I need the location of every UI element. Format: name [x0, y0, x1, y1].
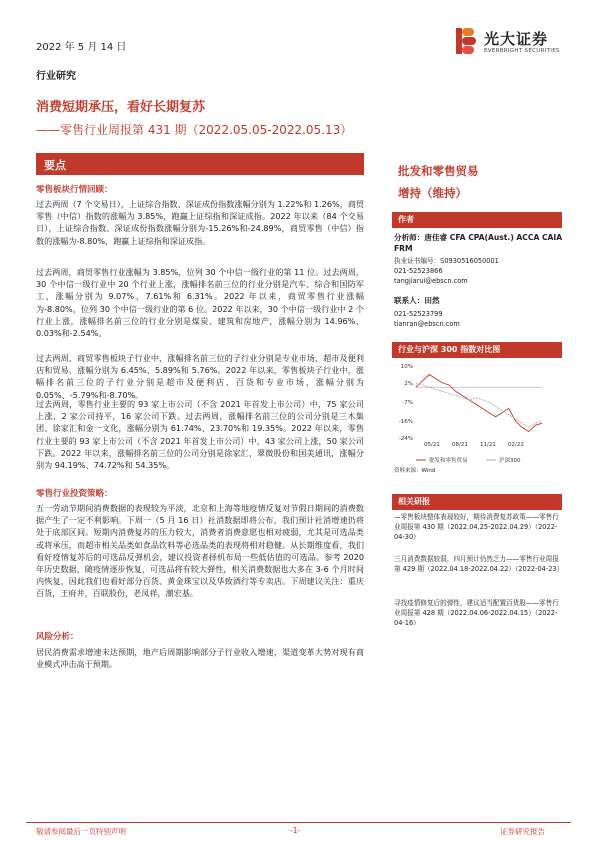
comparison-chart	[392, 360, 564, 470]
key-points-bar	[36, 153, 364, 175]
analyst-phone: 021-52523866	[394, 267, 443, 275]
author-bar	[392, 212, 562, 228]
related-report[interactable]: —零售板块整体表现较好，期待消费复苏政策——零售行业周报第 430 期（2022.04.25-2022.04.29）（2022-04-30）	[394, 513, 559, 541]
chart-header-bar	[392, 342, 562, 358]
y-tick-label: -16%	[398, 419, 413, 426]
author-label: 作者	[398, 215, 414, 224]
y-tick-label: 2%	[404, 380, 413, 387]
contact-line: 联系人：田然	[394, 296, 440, 305]
page-number: -1-	[290, 826, 301, 835]
paragraph: 五一劳动节期间消费数据的表现较为平淡，北京和上海等地疫情反复对节假日期间的消费数据产生了一定不利影响。下周一（5 月 16 日）社消数据即将公布，我们预计社消增速仍将处于底部区间。短期内消费复苏的压力较大，消费者消费意愿也相对疲弱，尤其是可选品类或将承压，而超市相关品类如食品饮料等必选品类的表现将相对稳健。从长期维度看，我们看好疫情复苏后的可选品反弹机会，建议投资者择机布局一些低估值的可选品。参考 2020 年历史数据，随疫情逐步恢复，可选品将有较大弹性，相关消费数据也大多在 3-6 个月时间内恢复，因此我们也看好部分百货、黄金珠宝以及华致酒行等专卖店。下周建议关注：重庆百货，王府井，百联股份，老凤祥，潮宏基。	[36, 503, 364, 599]
y-tick-label: -7%	[402, 400, 413, 406]
x-tick-label: 11/21	[480, 442, 496, 448]
section-heading-risk: 风险分析：	[36, 632, 79, 642]
logo-text: 光大证券	[484, 30, 549, 48]
chart-header-label: 行业与沪深 300 指数对比图	[398, 345, 501, 354]
chart-source: 资料来源：Wind	[394, 468, 436, 474]
series-line	[416, 375, 542, 432]
section-heading-market-review: 零售板块行情回顾：	[36, 185, 113, 195]
footer-disclaimer[interactable]: 敬请参阅最后一页特别声明	[36, 827, 126, 836]
analyst-cert: 执业证书编号：S0930516050001	[394, 257, 499, 265]
paragraph: 居民消费需求增速未达预期，地产后周期影响部分子行业收入增速，渠道变革大势对现有商业模式冲击高于预期。	[36, 647, 364, 670]
rating: 增持（维持）	[398, 186, 467, 200]
related-header-label: 相关研报	[398, 497, 430, 506]
related-report[interactable]: 寻找疫情修复后的弹性，建议适当配置百货股——零售行业周报第 428 期（2022.04.06-2022.04.15）（2022-04-16）	[394, 599, 559, 627]
contact-phone: 021-52523799	[394, 310, 443, 318]
paragraph: 过去两周（7 个交易日），上证综合指数、深证成份指数涨幅分别为 1.22%和 1.26%，商贸零售（中信）指数的涨幅为 3.85%，跑赢上证综指和深证成指。2022 年以来（84 个交易日），上证综合指数、深证成份指数涨幅分别为-15.26%和-24.89%，商贸零售（中信）指数的涨幅为-8.80%，跑赢上证综指和深证成指。	[36, 199, 364, 246]
report-type: 行业研究	[36, 71, 76, 82]
x-tick-label: 05/21	[424, 442, 440, 448]
y-tick-label: 10%	[400, 364, 413, 370]
legend-label: 批发和零售贸易	[429, 458, 468, 464]
report-title: 消费短期承压，看好长期复苏	[36, 100, 206, 115]
report-subtitle: ——零售行业周报第 431 期（2022.05.05-2022.05.13）	[36, 123, 353, 137]
logo-text-en: EVERBRIGHT SECURITIES	[484, 48, 560, 54]
legend-label: 沪深300	[499, 458, 521, 464]
section-heading-strategy: 零售行业投资策略：	[36, 489, 113, 499]
footer-divider	[26, 822, 571, 823]
related-report[interactable]: 三月消费数据较弱，四月预计仍然乏力——零售行业周报第 429 期（2022.04.18-2022.04.22）（2022-04-23）	[394, 555, 564, 573]
key-points-label: 要点	[44, 159, 66, 172]
report-date: 2022 年 5 月 14 日	[36, 42, 127, 53]
contact-email[interactable]: tianran@ebscn.com	[394, 320, 460, 328]
analyst-email[interactable]: tangjiarui@ebscn.com	[394, 277, 468, 285]
paragraph: 过去两周，零售行业主要的 93 家上市公司（不含 2021 年首发上市公司）中，75 家公司上涨，2 家公司持平，16 家公司下跌。过去两周，涨幅排名前三位的公司分别是三木集团、徐家汇和金一文化，涨幅分别为 61.74%、23.70%和 19.35%。2022 年以来，零售行业主要的 93 家上市公司（不含 2021 年首发上市公司）中，43 家公司上涨，50 家公司下跌。2022 年以来，涨幅排名前三位的公司分别是徐家汇、翠微股份和国美通讯，涨幅分别为 94.19%、74.72%和 54.35%。	[36, 399, 364, 471]
footer-report-type: 证券研究报告	[500, 827, 545, 836]
x-tick-label: 08/21	[452, 442, 468, 448]
industry-name: 批发和零售贸易	[398, 164, 479, 178]
x-tick-label: 02/22	[508, 442, 524, 448]
logo-icon	[452, 26, 480, 56]
series-line	[416, 383, 542, 428]
paragraph: 过去两周，商贸零售行业涨幅为 3.85%，位列 30 个中信一级行业的第 11 位。过去两周，30 个中信一级行业中 20 个行业上涨，涨幅排名前三位的行业分别是汽车、综合和国防军工，涨幅分别为 9.07%、7.61%和 6.31%。2022 年以来，商贸零售行业涨幅为-8.80%，位列 30 个中信一级行业的第 6 位。2022 年以来，30 个中信一级行业中 2 个行业上涨，涨幅排名前三位的行业分别是煤炭、建筑和房地产，涨幅分别为 14.96%、0.03%和-2.54%。	[36, 267, 364, 339]
paragraph: 过去两周，商贸零售板块子行业中，涨幅排名前三位的子行业分别是专业市场、超市及便利店和贸易，涨幅分别为 6.45%、5.89%和 5.76%。2022 年以来，零售板块子行业中，涨幅排名前三位的子行业分别是超市及便利店、百货和专业市场，涨幅分别为 0.05%、-5.79%和-8.70%。	[36, 353, 364, 400]
related-header-bar	[392, 494, 562, 510]
analyst-line: 分析师：唐佳睿 CFA CPA(Aust.) ACCA CAIA FRM	[394, 233, 563, 253]
y-tick-label: -24%	[398, 436, 413, 442]
